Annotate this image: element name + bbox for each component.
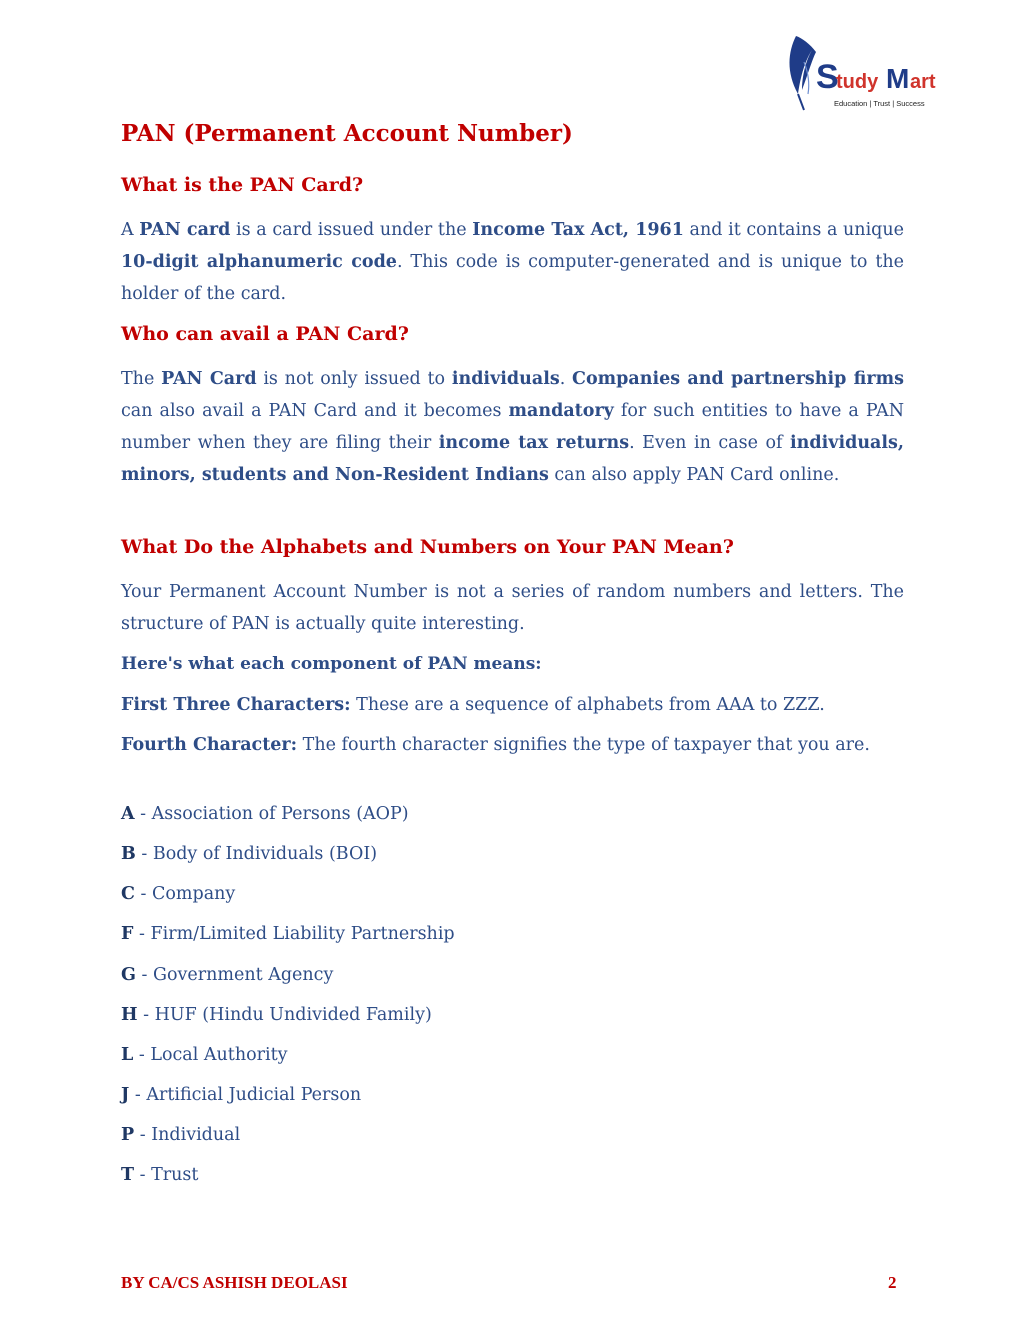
section-heading-what-is-pan: What is the PAN Card? [121,174,364,196]
footer-author: BY CA/CS ASHISH DEOLASI [121,1273,348,1292]
paragraph-pan-intro: Your Permanent Account Number is not a series of random numbers and letters. The structure of PAN is actually quite interesting. [121,582,904,634]
study-mart-logo [782,32,967,114]
svg-text:S: S [816,58,839,96]
code-item-c: C - Company [121,884,236,904]
section-heading-pan-meaning: What Do the Alphabets and Numbers on Your PAN Mean? [121,536,734,558]
code-item-g: G - Government Agency [121,965,334,985]
paragraph-fourth-char: Fourth Character: The fourth character signifies the type of taxpayer that you are. [121,735,870,755]
code-item-t: T - Trust [121,1165,199,1185]
page-number: 2 [888,1273,897,1292]
code-item-j: J - Artificial Judicial Person [121,1085,362,1105]
code-item-b: B - Body of Individuals (BOI) [121,844,378,864]
code-item-l: L - Local Authority [121,1045,288,1065]
section-heading-who-can-avail: Who can avail a PAN Card? [121,323,409,345]
code-item-p: P - Individual [121,1125,241,1145]
quill-icon [782,32,967,114]
svg-text:Education | Trust | Success: Education | Trust | Success [834,99,925,108]
code-item-f: F - Firm/Limited Liability Partnership [121,924,455,944]
code-item-h: H - HUF (Hindu Undivided Family) [121,1005,432,1025]
code-item-a: A - Association of Persons (AOP) [121,804,409,824]
components-heading: Here's what each component of PAN means: [121,654,542,674]
svg-text:tudy: tudy [836,71,879,93]
paragraph-who-can-avail: The PAN Card is not only issued to individuals. Companies and partnership firms can also avail a PAN Card and it becomes mandatory for such entities to have a PAN number when they are filing their income tax returns. Even in case of individuals, minors, students and Non-Resident Indians can also apply PAN Card online. [121,369,905,485]
page-title: PAN (Permanent Account Number) [121,120,573,147]
paragraph-first-three: First Three Characters: These are a sequence of alphabets from AAA to ZZZ. [121,695,825,715]
svg-text:art: art [910,71,936,93]
paragraph-what-is-pan: A PAN card is a card issued under the Income Tax Act, 1961 and it contains a unique 10-digit alphanumeric code. This code is computer-generated and is unique to the holder of the card. [121,220,904,304]
svg-text:M: M [886,63,910,94]
